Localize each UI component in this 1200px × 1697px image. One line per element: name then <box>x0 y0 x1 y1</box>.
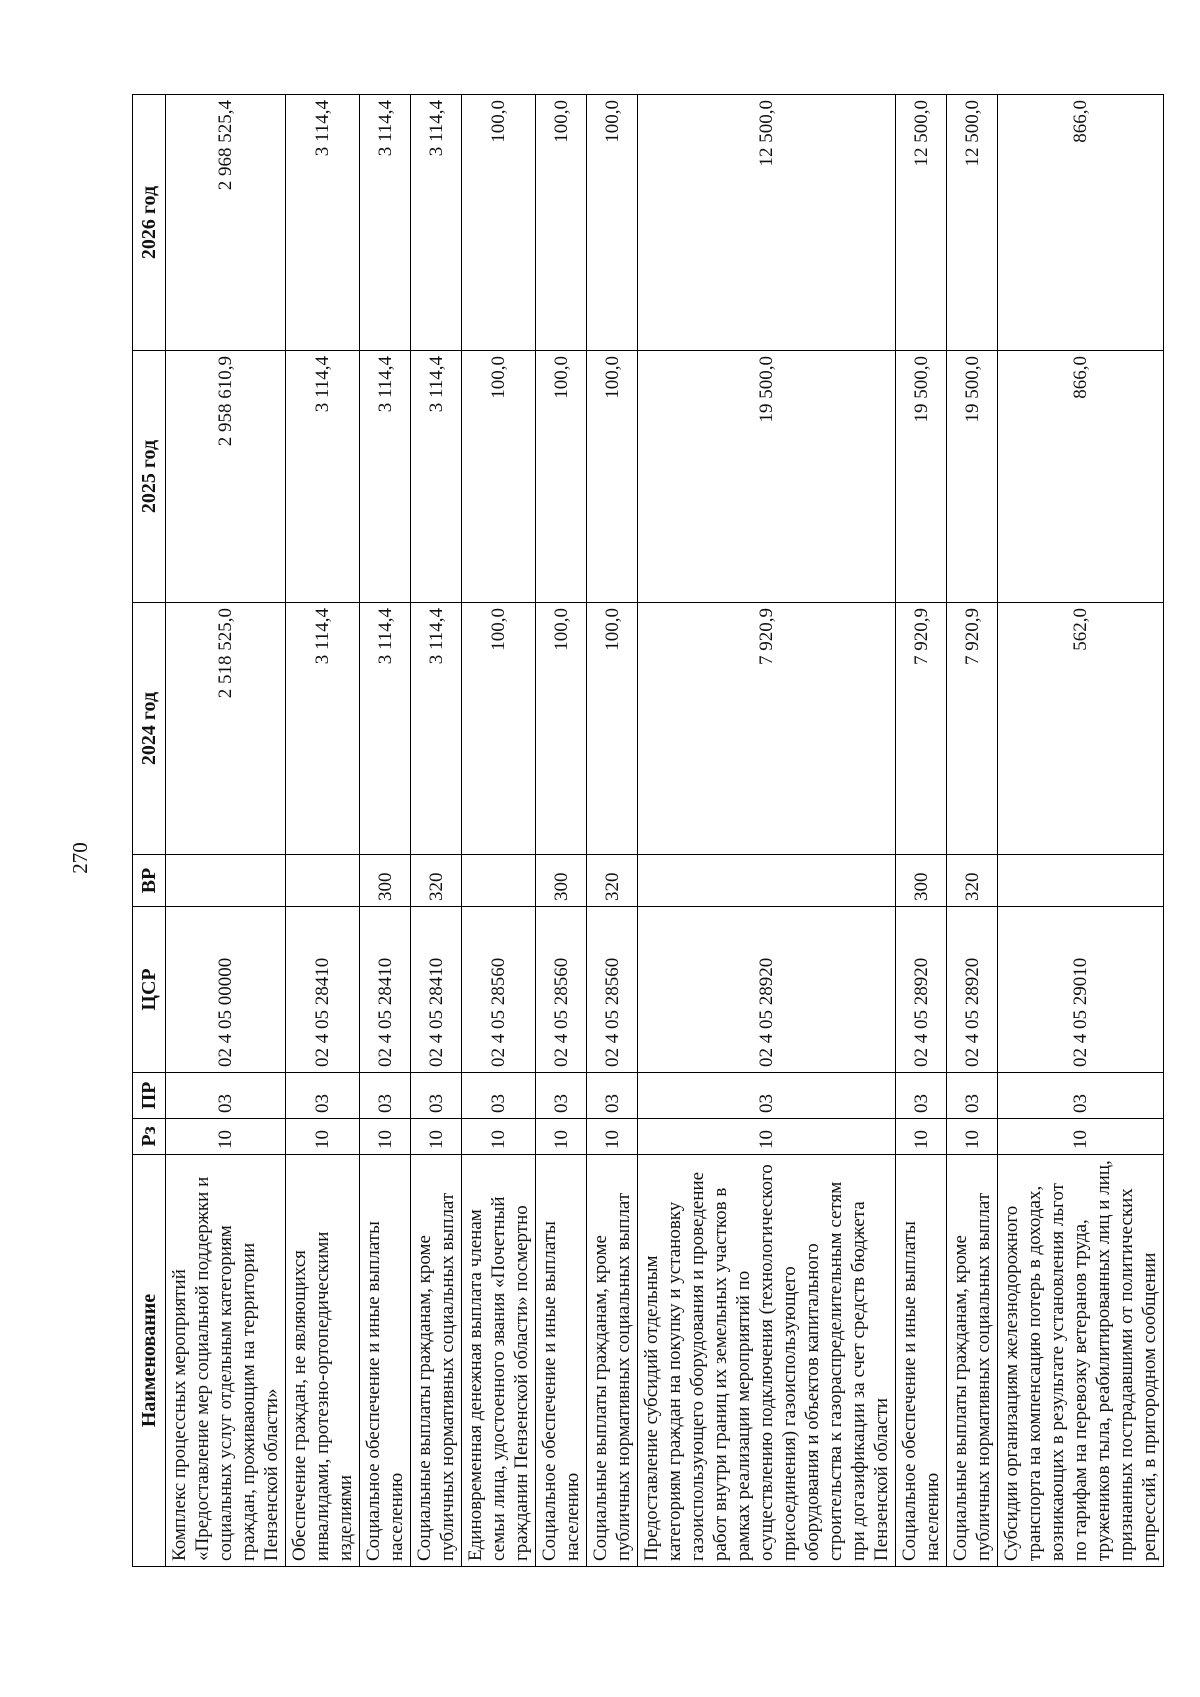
cell-2025: 866,0 <box>998 351 1164 603</box>
cell-2026: 12 500,0 <box>638 95 896 351</box>
cell-rz: 10 <box>587 1119 638 1155</box>
cell-rz: 10 <box>536 1119 587 1155</box>
header-pr: ПР <box>133 1073 166 1119</box>
cell-name: Социальные выплаты гражданам, кроме публичных нормативных социальных выплат <box>411 1155 462 1567</box>
cell-csr: 02 4 05 00000 <box>166 907 286 1073</box>
table-row <box>896 95 947 1567</box>
header-2024: 2024 год <box>133 603 166 855</box>
cell-csr: 02 4 05 28920 <box>947 907 998 1073</box>
table-row <box>638 95 896 1567</box>
cell-name: Социальное обеспечение и иные выплаты населению <box>360 1155 411 1567</box>
cell-2024: 7 920,9 <box>896 603 947 855</box>
cell-csr: 02 4 05 28410 <box>286 907 360 1073</box>
cell-2025: 3 114,4 <box>360 351 411 603</box>
cell-vr: 320 <box>587 855 638 907</box>
table-row <box>360 95 411 1567</box>
cell-pr: 03 <box>896 1073 947 1119</box>
table-row <box>166 95 286 1567</box>
budget-table-container <box>132 95 1160 1567</box>
cell-name: Социальные выплаты гражданам, кроме публичных нормативных социальных выплат <box>947 1155 998 1567</box>
cell-pr: 03 <box>536 1073 587 1119</box>
cell-2026: 866,0 <box>998 95 1164 351</box>
table-row <box>536 95 587 1567</box>
table-row <box>947 95 998 1567</box>
cell-2024: 7 920,9 <box>638 603 896 855</box>
cell-2025: 3 114,4 <box>286 351 360 603</box>
cell-name: Единовременная денежная выплата членам семьи лица, удостоенного звания «Почетный гражданин Пензенской области» посмертно <box>462 1155 536 1567</box>
table-header-row <box>133 95 166 1567</box>
page-number: 270 <box>68 842 92 874</box>
cell-name: Предоставление субсидий отдельным категориям граждан на покупку и установку газоиспользующего оборудования и проведение работ внутри границ их земельных участков в рамках реализации мероприятий по осуществлению подключения (технологического присоединения) газоиспользующего оборудования и объектов капитального строительства к газораспределительным сетям при догазификации за счет средств бюджета Пензенской области <box>638 1155 896 1567</box>
cell-2026: 2 968 525,4 <box>166 95 286 351</box>
header-vr: ВР <box>133 855 166 907</box>
cell-rz: 10 <box>360 1119 411 1155</box>
cell-name: Субсидии организациям железнодорожного транспорта на компенсацию потерь в доходах, возникающих в результате установления льгот по тарифам на перевозку ветеранов труда, тружеников тыла, реабилитированных лиц и лиц, признанных пострадавшими от политических репрессий, в пригородном сообщении <box>998 1155 1164 1567</box>
cell-csr: 02 4 05 28560 <box>587 907 638 1073</box>
cell-2026: 3 114,4 <box>286 95 360 351</box>
cell-2025: 3 114,4 <box>411 351 462 603</box>
cell-2025: 100,0 <box>462 351 536 603</box>
cell-rz: 10 <box>998 1119 1164 1155</box>
cell-2024: 2 518 525,0 <box>166 603 286 855</box>
cell-name: Обеспечение граждан, не являющихся инвалидами, протезно-ортопедическими изделиями <box>286 1155 360 1567</box>
cell-rz: 10 <box>166 1119 286 1155</box>
cell-2024: 3 114,4 <box>411 603 462 855</box>
cell-csr: 02 4 05 28410 <box>360 907 411 1073</box>
cell-rz: 10 <box>638 1119 896 1155</box>
cell-pr: 03 <box>411 1073 462 1119</box>
cell-2026: 12 500,0 <box>896 95 947 351</box>
header-name: Наименование <box>133 1155 166 1567</box>
cell-rz: 10 <box>411 1119 462 1155</box>
cell-pr: 03 <box>947 1073 998 1119</box>
cell-csr: 02 4 05 28920 <box>638 907 896 1073</box>
cell-2026: 3 114,4 <box>360 95 411 351</box>
cell-vr: 300 <box>360 855 411 907</box>
cell-rz: 10 <box>286 1119 360 1155</box>
cell-pr: 03 <box>286 1073 360 1119</box>
cell-pr: 03 <box>166 1073 286 1119</box>
cell-name: Социальное обеспечение и иные выплаты населению <box>896 1155 947 1567</box>
cell-csr: 02 4 05 28560 <box>536 907 587 1073</box>
cell-2026: 12 500,0 <box>947 95 998 351</box>
table-row <box>286 95 360 1567</box>
table-row <box>411 95 462 1567</box>
cell-pr: 03 <box>638 1073 896 1119</box>
cell-vr <box>166 855 286 907</box>
header-rz: Рз <box>133 1119 166 1155</box>
cell-vr <box>286 855 360 907</box>
cell-pr: 03 <box>360 1073 411 1119</box>
cell-2024: 562,0 <box>998 603 1164 855</box>
cell-2026: 3 114,4 <box>411 95 462 351</box>
header-2025: 2025 год <box>133 351 166 603</box>
cell-2026: 100,0 <box>462 95 536 351</box>
cell-2024: 100,0 <box>587 603 638 855</box>
cell-rz: 10 <box>462 1119 536 1155</box>
cell-2025: 19 500,0 <box>896 351 947 603</box>
cell-vr: 300 <box>536 855 587 907</box>
cell-2026: 100,0 <box>587 95 638 351</box>
header-2026: 2026 год <box>133 95 166 351</box>
table-row <box>998 95 1164 1567</box>
cell-2024: 3 114,4 <box>286 603 360 855</box>
cell-rz: 10 <box>947 1119 998 1155</box>
cell-2026: 100,0 <box>536 95 587 351</box>
cell-vr <box>462 855 536 907</box>
table-row <box>587 95 638 1567</box>
cell-name: Социальное обеспечение и иные выплаты населению <box>536 1155 587 1567</box>
cell-csr: 02 4 05 28410 <box>411 907 462 1073</box>
cell-rz: 10 <box>896 1119 947 1155</box>
cell-vr: 320 <box>411 855 462 907</box>
cell-2025: 100,0 <box>536 351 587 603</box>
table-row <box>462 95 536 1567</box>
cell-2025: 100,0 <box>587 351 638 603</box>
cell-pr: 03 <box>462 1073 536 1119</box>
cell-2025: 2 958 610,9 <box>166 351 286 603</box>
cell-csr: 02 4 05 28920 <box>896 907 947 1073</box>
cell-vr <box>998 855 1164 907</box>
cell-name: Социальные выплаты гражданам, кроме публичных нормативных социальных выплат <box>587 1155 638 1567</box>
cell-pr: 03 <box>998 1073 1164 1119</box>
cell-vr <box>638 855 896 907</box>
cell-2024: 3 114,4 <box>360 603 411 855</box>
cell-pr: 03 <box>587 1073 638 1119</box>
cell-2024: 100,0 <box>536 603 587 855</box>
cell-2024: 100,0 <box>462 603 536 855</box>
cell-2025: 19 500,0 <box>947 351 998 603</box>
cell-csr: 02 4 05 29010 <box>998 907 1164 1073</box>
cell-2024: 7 920,9 <box>947 603 998 855</box>
cell-2025: 19 500,0 <box>638 351 896 603</box>
cell-vr: 300 <box>896 855 947 907</box>
cell-csr: 02 4 05 28560 <box>462 907 536 1073</box>
cell-name: Комплекс процессных мероприятий «Предоставление мер социальной поддержки и социальных услуг отдельным категориям граждан, проживающим на территории Пензенской области» <box>166 1155 286 1567</box>
budget-table <box>132 94 1164 1567</box>
cell-vr: 320 <box>947 855 998 907</box>
header-csr: ЦСР <box>133 907 166 1073</box>
